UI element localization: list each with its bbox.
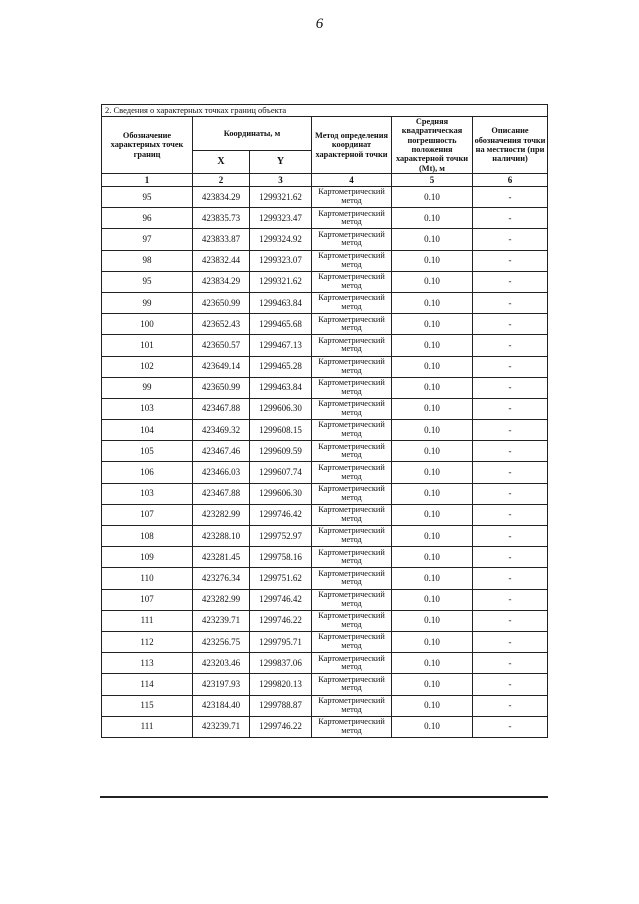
- description-cell: -: [473, 610, 548, 631]
- description-cell: -: [473, 398, 548, 419]
- column-number: 4: [312, 174, 392, 187]
- point-number-cell: 100: [102, 314, 193, 335]
- coordinate-x-cell: 423203.46: [193, 653, 250, 674]
- description-cell: -: [473, 716, 548, 737]
- method-cell: Картометрический метод: [312, 250, 392, 271]
- error-cell: 0.10: [392, 208, 473, 229]
- coordinate-x-cell: 423276.34: [193, 568, 250, 589]
- boundary-points-section: [101, 104, 547, 738]
- point-number-cell: 95: [102, 271, 193, 292]
- coordinate-y-cell: 1299323.47: [250, 208, 312, 229]
- method-cell: Картометрический метод: [312, 314, 392, 335]
- header-error: Средняя квадратическая погрешность положения характерной точки (Mt), м: [392, 117, 473, 174]
- column-number: 2: [193, 174, 250, 187]
- point-number-cell: 104: [102, 420, 193, 441]
- column-number-row: [102, 174, 548, 187]
- point-number-cell: 107: [102, 589, 193, 610]
- description-cell: -: [473, 504, 548, 525]
- table-row: [102, 504, 548, 525]
- coordinate-y-cell: 1299606.30: [250, 398, 312, 419]
- coordinate-y-cell: 1299321.62: [250, 271, 312, 292]
- coordinate-y-cell: 1299820.13: [250, 674, 312, 695]
- error-cell: 0.10: [392, 292, 473, 313]
- table-row: [102, 653, 548, 674]
- coordinate-y-cell: 1299758.16: [250, 547, 312, 568]
- point-number-cell: 103: [102, 398, 193, 419]
- coordinate-x-cell: 423834.29: [193, 187, 250, 208]
- error-cell: 0.10: [392, 335, 473, 356]
- coordinate-y-cell: 1299746.22: [250, 610, 312, 631]
- point-number-cell: 105: [102, 441, 193, 462]
- coordinate-y-cell: 1299467.13: [250, 335, 312, 356]
- description-cell: -: [473, 674, 548, 695]
- coordinate-y-cell: 1299465.28: [250, 356, 312, 377]
- table-row: [102, 631, 548, 652]
- coordinate-y-cell: 1299609.59: [250, 441, 312, 462]
- point-number-cell: 113: [102, 653, 193, 674]
- point-number-cell: 97: [102, 229, 193, 250]
- method-cell: Картометрический метод: [312, 631, 392, 652]
- method-cell: Картометрический метод: [312, 653, 392, 674]
- method-cell: Картометрический метод: [312, 674, 392, 695]
- table-row: [102, 187, 548, 208]
- error-cell: 0.10: [392, 631, 473, 652]
- point-number-cell: 110: [102, 568, 193, 589]
- description-cell: -: [473, 441, 548, 462]
- header-x: X: [193, 150, 250, 173]
- table-row: [102, 589, 548, 610]
- method-cell: Картометрический метод: [312, 568, 392, 589]
- coordinate-x-cell: 423466.03: [193, 462, 250, 483]
- error-cell: 0.10: [392, 377, 473, 398]
- error-cell: 0.10: [392, 229, 473, 250]
- error-cell: 0.10: [392, 483, 473, 504]
- coordinate-x-cell: 423282.99: [193, 504, 250, 525]
- header-row: [102, 117, 548, 151]
- coordinate-x-cell: 423650.99: [193, 377, 250, 398]
- method-cell: Картометрический метод: [312, 589, 392, 610]
- description-cell: -: [473, 547, 548, 568]
- description-cell: -: [473, 631, 548, 652]
- point-number-cell: 103: [102, 483, 193, 504]
- description-cell: -: [473, 335, 548, 356]
- coordinate-x-cell: 423652.43: [193, 314, 250, 335]
- table-row: [102, 377, 548, 398]
- coordinate-y-cell: 1299606.30: [250, 483, 312, 504]
- coordinate-y-cell: 1299751.62: [250, 568, 312, 589]
- point-number-cell: 111: [102, 716, 193, 737]
- table-row: [102, 610, 548, 631]
- table-row: [102, 398, 548, 419]
- coordinate-x-cell: 423649.14: [193, 356, 250, 377]
- point-number-cell: 109: [102, 547, 193, 568]
- error-cell: 0.10: [392, 589, 473, 610]
- coordinate-x-cell: 423835.73: [193, 208, 250, 229]
- error-cell: 0.10: [392, 653, 473, 674]
- coordinate-y-cell: 1299788.87: [250, 695, 312, 716]
- description-cell: -: [473, 589, 548, 610]
- description-cell: -: [473, 695, 548, 716]
- coordinate-x-cell: 423469.32: [193, 420, 250, 441]
- description-cell: -: [473, 462, 548, 483]
- coordinate-y-cell: 1299324.92: [250, 229, 312, 250]
- point-number-cell: 99: [102, 377, 193, 398]
- method-cell: Картометрический метод: [312, 208, 392, 229]
- method-cell: Картометрический метод: [312, 420, 392, 441]
- point-number-cell: 111: [102, 610, 193, 631]
- description-cell: -: [473, 229, 548, 250]
- table-row: [102, 674, 548, 695]
- section-title: 2. Сведения о характерных точках границ объекта: [102, 105, 548, 117]
- description-cell: -: [473, 377, 548, 398]
- method-cell: Картометрический метод: [312, 335, 392, 356]
- footer-rule: [100, 796, 548, 798]
- description-cell: -: [473, 250, 548, 271]
- error-cell: 0.10: [392, 526, 473, 547]
- description-cell: -: [473, 420, 548, 441]
- column-number: 3: [250, 174, 312, 187]
- point-number-cell: 95: [102, 187, 193, 208]
- method-cell: Картометрический метод: [312, 377, 392, 398]
- error-cell: 0.10: [392, 547, 473, 568]
- method-cell: Картометрический метод: [312, 610, 392, 631]
- table-row: [102, 420, 548, 441]
- table-row: [102, 483, 548, 504]
- coordinate-y-cell: 1299463.84: [250, 377, 312, 398]
- method-cell: Картометрический метод: [312, 526, 392, 547]
- coordinate-x-cell: 423281.45: [193, 547, 250, 568]
- point-number-cell: 106: [102, 462, 193, 483]
- coordinate-y-cell: 1299752.97: [250, 526, 312, 547]
- point-number-cell: 107: [102, 504, 193, 525]
- point-number-cell: 96: [102, 208, 193, 229]
- coordinate-y-cell: 1299746.22: [250, 716, 312, 737]
- description-cell: -: [473, 314, 548, 335]
- coordinate-y-cell: 1299463.84: [250, 292, 312, 313]
- description-cell: -: [473, 292, 548, 313]
- header-coordinates: Координаты, м: [193, 117, 312, 151]
- coordinate-x-cell: 423239.71: [193, 716, 250, 737]
- table-row: [102, 335, 548, 356]
- table-row: [102, 271, 548, 292]
- method-cell: Картометрический метод: [312, 483, 392, 504]
- error-cell: 0.10: [392, 610, 473, 631]
- coordinate-y-cell: 1299465.68: [250, 314, 312, 335]
- error-cell: 0.10: [392, 441, 473, 462]
- table-body: [102, 187, 548, 738]
- coordinate-x-cell: 423256.75: [193, 631, 250, 652]
- method-cell: Картометрический метод: [312, 292, 392, 313]
- table-row: [102, 547, 548, 568]
- table-row: [102, 208, 548, 229]
- method-cell: Картометрический метод: [312, 271, 392, 292]
- coordinate-y-cell: 1299323.07: [250, 250, 312, 271]
- header-designation: Обозначение характерных точек границ: [102, 117, 193, 174]
- description-cell: -: [473, 483, 548, 504]
- error-cell: 0.10: [392, 674, 473, 695]
- method-cell: Картометрический метод: [312, 695, 392, 716]
- description-cell: -: [473, 568, 548, 589]
- point-number-cell: 108: [102, 526, 193, 547]
- point-number-cell: 98: [102, 250, 193, 271]
- table-row: [102, 441, 548, 462]
- coordinate-x-cell: 423239.71: [193, 610, 250, 631]
- description-cell: -: [473, 526, 548, 547]
- header-y: Y: [250, 150, 312, 173]
- point-number-cell: 102: [102, 356, 193, 377]
- coordinate-x-cell: 423197.93: [193, 674, 250, 695]
- column-number: 1: [102, 174, 193, 187]
- coordinate-x-cell: 423650.99: [193, 292, 250, 313]
- coordinate-y-cell: 1299607.74: [250, 462, 312, 483]
- point-number-cell: 112: [102, 631, 193, 652]
- coordinate-y-cell: 1299321.62: [250, 187, 312, 208]
- error-cell: 0.10: [392, 398, 473, 419]
- error-cell: 0.10: [392, 568, 473, 589]
- error-cell: 0.10: [392, 462, 473, 483]
- coordinate-x-cell: 423834.29: [193, 271, 250, 292]
- table-row: [102, 716, 548, 737]
- method-cell: Картометрический метод: [312, 441, 392, 462]
- coordinate-x-cell: 423467.88: [193, 483, 250, 504]
- table-row: [102, 250, 548, 271]
- coordinate-y-cell: 1299795.71: [250, 631, 312, 652]
- table-row: [102, 292, 548, 313]
- method-cell: Картометрический метод: [312, 398, 392, 419]
- coordinate-y-cell: 1299608.15: [250, 420, 312, 441]
- method-cell: Картометрический метод: [312, 547, 392, 568]
- coordinate-x-cell: 423467.88: [193, 398, 250, 419]
- coordinate-x-cell: 423282.99: [193, 589, 250, 610]
- error-cell: 0.10: [392, 420, 473, 441]
- table-row: [102, 229, 548, 250]
- point-number-cell: 99: [102, 292, 193, 313]
- error-cell: 0.10: [392, 356, 473, 377]
- description-cell: -: [473, 187, 548, 208]
- coordinate-x-cell: 423184.40: [193, 695, 250, 716]
- error-cell: 0.10: [392, 716, 473, 737]
- method-cell: Картометрический метод: [312, 187, 392, 208]
- column-number: 6: [473, 174, 548, 187]
- method-cell: Картометрический метод: [312, 356, 392, 377]
- error-cell: 0.10: [392, 187, 473, 208]
- coordinate-y-cell: 1299837.06: [250, 653, 312, 674]
- page-number: 6: [315, 16, 324, 32]
- point-number-cell: 101: [102, 335, 193, 356]
- error-cell: 0.10: [392, 695, 473, 716]
- description-cell: -: [473, 356, 548, 377]
- coordinate-x-cell: 423650.57: [193, 335, 250, 356]
- method-cell: Картометрический метод: [312, 716, 392, 737]
- section-title-row: [102, 105, 548, 117]
- method-cell: Картометрический метод: [312, 504, 392, 525]
- coordinate-x-cell: 423288.10: [193, 526, 250, 547]
- coordinate-y-cell: 1299746.42: [250, 589, 312, 610]
- point-number-cell: 115: [102, 695, 193, 716]
- table-row: [102, 695, 548, 716]
- error-cell: 0.10: [392, 250, 473, 271]
- coordinate-x-cell: 423833.87: [193, 229, 250, 250]
- method-cell: Картометрический метод: [312, 229, 392, 250]
- point-number-cell: 114: [102, 674, 193, 695]
- table-row: [102, 462, 548, 483]
- header-method: Метод определения координат характерной точки: [312, 117, 392, 174]
- table-row: [102, 314, 548, 335]
- coordinate-x-cell: 423467.46: [193, 441, 250, 462]
- header-description: Описание обозначения точки на местности (при наличии): [473, 117, 548, 174]
- table-row: [102, 568, 548, 589]
- boundary-points-table: [101, 104, 548, 738]
- description-cell: -: [473, 271, 548, 292]
- error-cell: 0.10: [392, 504, 473, 525]
- coordinate-x-cell: 423832.44: [193, 250, 250, 271]
- error-cell: 0.10: [392, 314, 473, 335]
- table-row: [102, 526, 548, 547]
- description-cell: -: [473, 208, 548, 229]
- error-cell: 0.10: [392, 271, 473, 292]
- table-row: [102, 356, 548, 377]
- method-cell: Картометрический метод: [312, 462, 392, 483]
- column-number: 5: [392, 174, 473, 187]
- description-cell: -: [473, 653, 548, 674]
- coordinate-y-cell: 1299746.42: [250, 504, 312, 525]
